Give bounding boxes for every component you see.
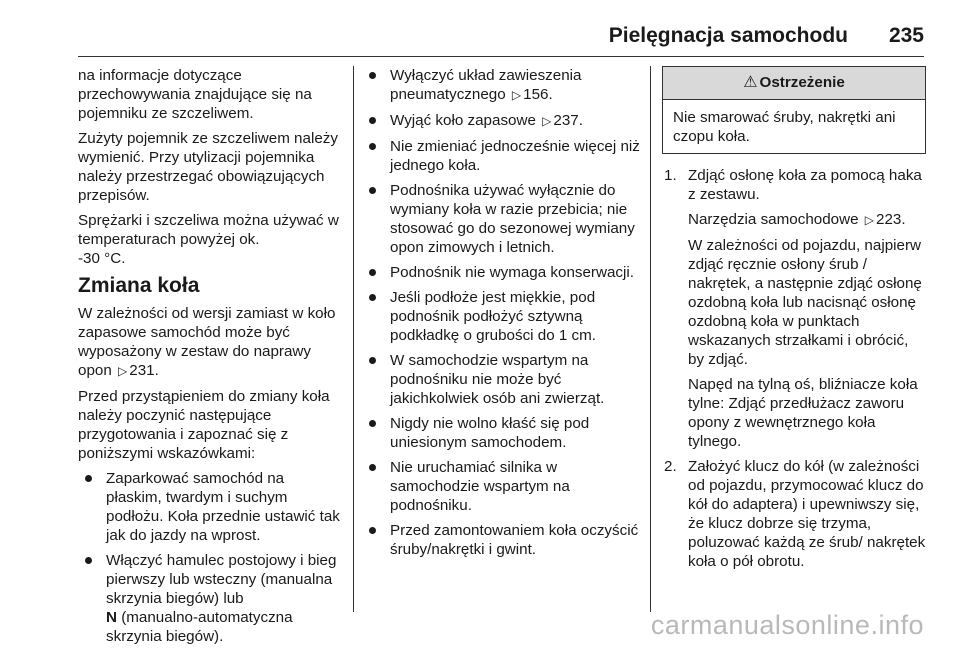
page-number: 235 (888, 24, 924, 47)
list-item: Jeśli podłoże jest miękkie, pod podnośnik podłożyć sztywną podkładkę o grubości do 1 cm. (362, 288, 642, 345)
column-1 (78, 66, 344, 652)
paragraph: Zużyty pojemnik ze szczeliwem należy wymienić. Przy utylizacji pojemnika należy przestrzegać obowiązujących przepisów. (78, 130, 338, 204)
list-item (362, 111, 642, 131)
paragraph-text: Sprężarki i szczeliwa można używać w temperaturach powyżej ok. (78, 212, 339, 248)
list-item: Nigdy nie wolno kłaść się pod uniesionym samochodem. (362, 414, 642, 452)
steps-list (662, 166, 926, 571)
page-ref-icon: ▷ (511, 88, 522, 102)
bullet-list (362, 66, 642, 559)
page-ref-link[interactable]: 223. (876, 211, 906, 228)
step-number: 1. (664, 167, 677, 184)
page-ref-icon: ▷ (118, 364, 128, 378)
list-item (362, 66, 642, 105)
list-item: Przed zamontowaniem koła oczyścić śruby/nakrętki i gwint. (362, 521, 642, 559)
list-item: Podnośnika używać wyłącznie do wymiany koła w razie przebicia; nie stosować go do sezonowej wymiany opon zimowych i letnich. (362, 181, 642, 257)
step-subparagraph: Napęd na tylną oś, bliźniacze koła tylne: Zdjąć przedłużacz zaworu opony z wewnętrznego koła tylnego. (688, 376, 918, 450)
list-item: Nie uruchamiać silnika w samochodzie wspartym na podnośniku. (362, 458, 642, 515)
step-item (662, 457, 926, 571)
paragraph (78, 304, 344, 381)
column-3 (662, 66, 926, 577)
page-ref-icon: ▷ (542, 114, 552, 128)
paragraph (78, 211, 344, 268)
header-rule (78, 56, 924, 57)
step-text: Narzędzia samochodowe (688, 211, 859, 228)
step-item (662, 166, 926, 451)
list-item: W samochodzie wspartym na podnośniku nie może być jakichkolwiek osób ani zwierząt. (362, 351, 642, 408)
list-item-text: Włączyć hamulec postojowy i bieg pierwszy lub wsteczny (manualna skrzynia biegów) lub (106, 552, 337, 607)
list-item-text: Wyjąć koło zapasowe (390, 112, 536, 129)
bullet-list (78, 469, 344, 646)
warning-box (662, 66, 926, 154)
column-2 (362, 66, 642, 565)
paragraph-text: W zależności od wersji zamiast w koło zapasowe samochód może być wyposażony w zestaw do naprawy opon (78, 305, 336, 379)
paragraph: Przed przystąpieniem do zmiany koła należy poczynić następujące przygotowania i zapoznać się z poniższymi wskazówkami: (78, 388, 330, 462)
list-item: Zaparkować samochód na płaskim, twardym i suchym podłożu. Koła przednie ustawić tak jak do jazdy na wprost. (78, 469, 344, 545)
paragraph: na informacje dotyczące przechowywania znajdujące się na pojemniku ze szczeliwem. (78, 67, 312, 122)
page-ref-link[interactable]: 237. (553, 112, 583, 129)
list-item: Nie zmieniać jednocześnie więcej niż jednego koła. (362, 137, 642, 175)
temperature-text: -30 °C. (78, 250, 126, 267)
list-item: Podnośnik nie wymaga konserwacji. (362, 263, 642, 282)
page-ref-icon: ▷ (864, 213, 874, 227)
list-item-text: (manualno-automatyczna skrzynia biegów). (106, 609, 293, 645)
page-ref-link[interactable]: 156. (523, 86, 553, 103)
page-header (0, 0, 960, 58)
page-ref-link[interactable]: 231. (129, 362, 159, 379)
list-item (78, 551, 344, 646)
list-item-text: Wyłączyć układ zawieszenia pneumatycznego (390, 67, 582, 103)
step-subparagraph: W zależności od pojazdu, najpierw zdjąć ręcznie osłony śrub / nakrętek, a następnie zdjąć osłonę ozdobną koła lub nacisnąć osłonę ozdobną koła w punktach wskazanych strzałkami i obrócić, by zdjąć. (688, 237, 922, 368)
step-text: Założyć klucz do kół (w zależności od pojazdu, przymocować klucz do kół do adaptera) i upewniwszy się, że klucz dobrze się trzyma, poluzować każdą ze śrub/ nakrętek koła o pół obrotu. (688, 458, 926, 570)
gear-n-label: N (106, 609, 117, 626)
page-title: Pielęgnacja samochodu (608, 24, 848, 47)
column-divider (353, 66, 354, 612)
warning-text: Nie smarować śruby, nakrętki ani czopu koła. (673, 109, 896, 145)
warning-triangle-icon: ⚠ (743, 74, 758, 91)
column-divider (650, 66, 651, 612)
step-text: Zdjąć osłonę koła za pomocą haka z zestawu. (688, 167, 922, 203)
step-subparagraph (688, 210, 926, 230)
step-number: 2. (664, 458, 677, 475)
warning-header (663, 67, 925, 100)
section-title: Zmiana koła (78, 274, 200, 297)
watermark: carmanualsonline.info (650, 610, 924, 640)
warning-title: Ostrzeżenie (759, 74, 845, 91)
